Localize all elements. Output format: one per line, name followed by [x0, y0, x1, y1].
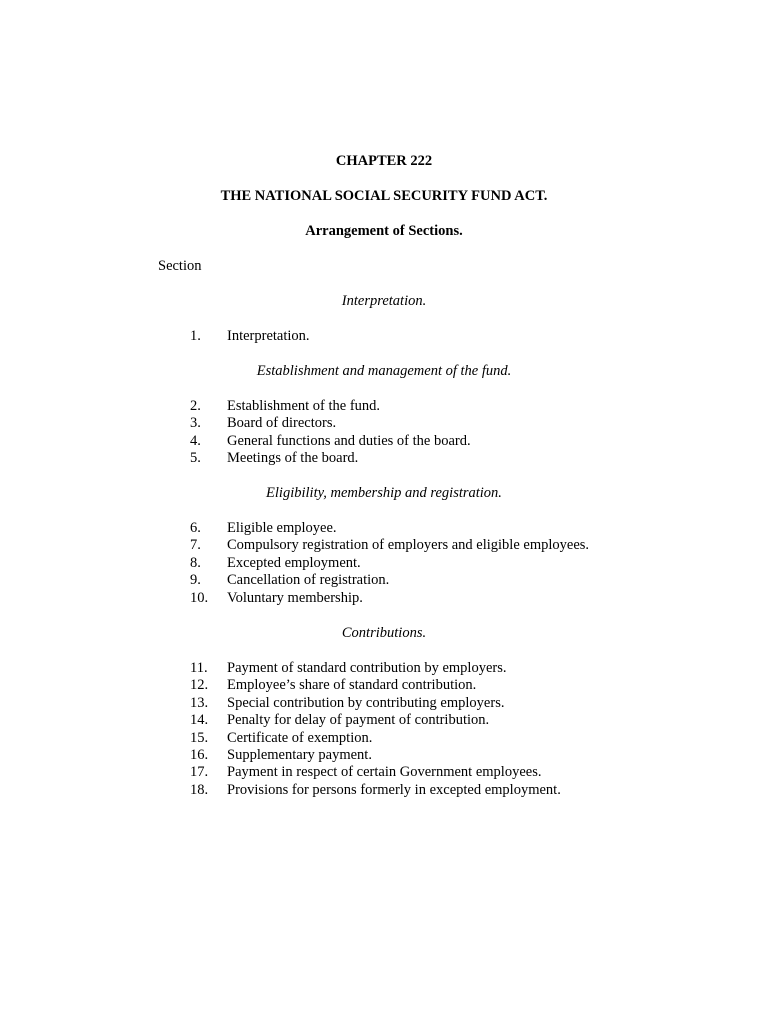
group-heading: Contributions. — [341, 625, 427, 641]
section-title: Interpretation. — [227, 328, 310, 344]
group-heading: Interpretation. — [341, 293, 427, 309]
section-column-label: Section — [158, 258, 202, 274]
section-number: 17. — [190, 764, 209, 781]
section-title: General functions and duties of the board. — [227, 432, 471, 449]
section-title: Establishment of the fund. — [227, 398, 381, 414]
section-title: Certificate of exemption. — [227, 729, 373, 746]
section-number: 8. — [190, 554, 201, 571]
section-title: Cancellation of registration. — [227, 572, 390, 589]
section-title: Eligible employee. — [227, 520, 337, 536]
section-number: 2. — [190, 398, 201, 414]
section-number: 16. — [190, 747, 209, 763]
section-title: Voluntary membership. — [227, 589, 363, 606]
section-number: 1. — [190, 328, 201, 344]
section-title: Provisions for persons formerly in excepted employment. — [227, 781, 561, 798]
section-title: Compulsory registration of employers and eligible employees. — [227, 537, 590, 554]
section-title: Payment in respect of certain Government employees. — [227, 764, 542, 781]
section-number: 7. — [190, 537, 201, 554]
group-heading: Eligibility, membership and registration. — [266, 485, 502, 501]
section-title: Penalty for delay of payment of contribution. — [227, 712, 490, 729]
section-number: 13. — [190, 694, 209, 711]
section-number: 15. — [190, 729, 209, 746]
section-number: 4. — [190, 432, 201, 449]
section-title: Payment of standard contribution by employers. — [227, 660, 507, 676]
section-title: Board of directors. — [227, 415, 337, 432]
arrangement-heading: Arrangement of Sections. — [305, 223, 463, 239]
act-title: THE NATIONAL SOCIAL SECURITY FUND ACT. — [220, 188, 548, 204]
section-title: Excepted employment. — [227, 554, 361, 571]
section-number: 11. — [190, 660, 208, 676]
section-number: 9. — [190, 572, 201, 589]
section-number: 3. — [190, 415, 201, 432]
section-number: 10. — [190, 589, 209, 606]
section-title: Supplementary payment. — [227, 747, 372, 763]
section-number: 14. — [190, 712, 209, 729]
section-title: Meetings of the board. — [227, 450, 359, 467]
section-title: Employee’s share of standard contribution. — [227, 677, 477, 694]
section-number: 5. — [190, 450, 201, 467]
section-title: Special contribution by contributing employers. — [227, 694, 505, 711]
group-heading: Establishment and management of the fund. — [256, 363, 512, 379]
section-number: 12. — [190, 677, 209, 694]
section-number: 6. — [190, 520, 201, 536]
chapter-heading: CHAPTER 222 — [335, 153, 433, 169]
section-number: 18. — [190, 781, 209, 798]
